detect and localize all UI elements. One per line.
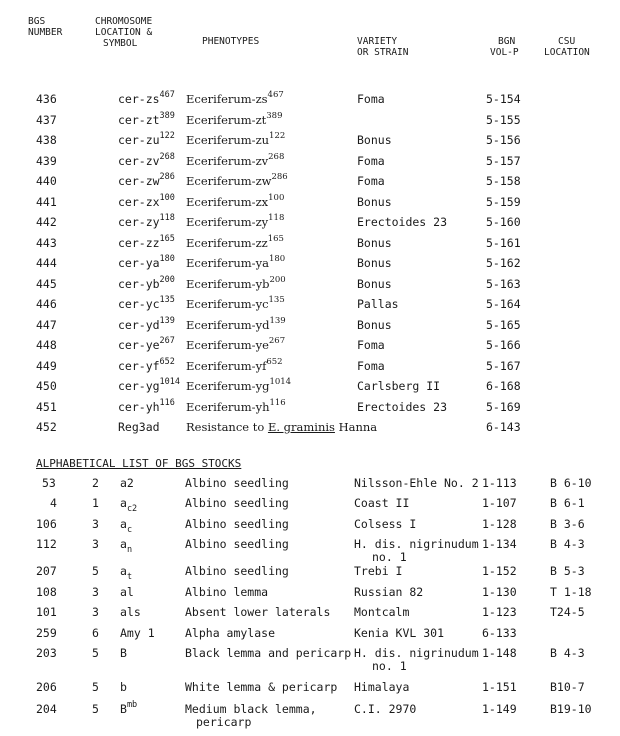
header-bgs-line1: BGS xyxy=(28,16,46,27)
phenotype: Eceriferum-$zv^{268}$ xyxy=(186,151,285,168)
phenotype-superscript: 268 xyxy=(268,151,285,162)
symbol: cer-$yh^{116}$ xyxy=(118,397,175,414)
symbol: cer-$ye^{267}$ xyxy=(118,336,175,352)
symbol: B xyxy=(120,646,127,660)
header-phenotypes xyxy=(202,36,259,47)
bgs-number: 4 xyxy=(50,496,57,510)
phenotype: Albino seedling xyxy=(185,564,289,578)
bgs-number: 204 xyxy=(36,702,57,716)
symbol: $a_{c2}$ xyxy=(120,496,138,514)
variety: Erectoides 23 xyxy=(357,215,448,229)
symbol: cer-$zw^{286}$ xyxy=(118,172,175,188)
phenotype: Eceriferum-$zz^{165}$ xyxy=(186,233,284,250)
variety: Russian 82 xyxy=(354,585,424,599)
chromosome: 5 xyxy=(92,646,99,660)
symbol-superscript: 100 xyxy=(159,192,175,203)
variety: Bonus xyxy=(357,194,392,209)
csu-location: B 6-10 xyxy=(550,476,592,490)
bgn-volume: 5-163 xyxy=(486,276,521,291)
symbol-superscript: 122 xyxy=(159,131,175,141)
symbol: cer-$zy^{118}$ xyxy=(118,213,175,229)
symbol-subscript: n xyxy=(126,545,133,555)
phenotype: Eceriferum-$yh^{116}$ xyxy=(186,397,286,414)
bgn-volume: 5-154 xyxy=(486,92,521,106)
header-csu-line1: CSU xyxy=(558,36,576,47)
symbol: cer-$yf^{652}$ xyxy=(118,356,175,373)
table-row xyxy=(0,476,620,496)
symbol-superscript: 165 xyxy=(159,233,175,244)
symbol: cer-$zz^{165}$ xyxy=(118,233,175,250)
phenotype: Eceriferum-$zx^{100}$ xyxy=(186,192,285,209)
phenotype-superscript: 180 xyxy=(268,254,286,264)
bgs-number: 444 xyxy=(36,256,57,270)
bgs-number: 101 xyxy=(36,605,57,619)
phenotype: Eceriferum-$yc^{135}$ xyxy=(186,295,285,311)
phenotype: Resistance to E. graminis Hanna xyxy=(186,420,378,434)
phenotype-superscript: 267 xyxy=(268,336,286,346)
symbol-superscript: 467 xyxy=(159,90,175,100)
symbol: cer-$yg^{1014}$ xyxy=(118,377,181,393)
symbol-superscript: 267 xyxy=(159,336,175,346)
bgs-number: 450 xyxy=(36,379,57,393)
bgn-volume: 6-168 xyxy=(486,379,521,393)
csu-location: B 3-6 xyxy=(550,517,585,531)
phenotype: Eceriferum-$yf^{652}$ xyxy=(186,356,283,373)
symbol: cer-$zv^{268}$ xyxy=(118,151,175,168)
section-title: ALPHABETICAL LIST OF BGS STOCKS xyxy=(36,457,242,470)
csu-location: B 4-3 xyxy=(550,537,585,551)
header-chromosome-line2: LOCATION & xyxy=(95,27,153,38)
phenotype: Eceriferum-$ya^{180}$ xyxy=(186,254,286,270)
table-row xyxy=(0,356,620,379)
bgs-number: 440 xyxy=(36,174,57,188)
bgn-volume: 1-148 xyxy=(482,646,517,660)
chromosome: 3 xyxy=(92,517,99,531)
table-row xyxy=(0,585,620,605)
bgs-number: 439 xyxy=(36,153,57,168)
symbol-superscript: mb xyxy=(126,700,138,710)
variety: Carlsberg II xyxy=(357,379,441,393)
header-chromosome-line3: SYMBOL xyxy=(103,38,138,49)
table-row xyxy=(0,192,620,215)
table-row xyxy=(0,379,620,399)
symbol-superscript: 652 xyxy=(159,356,175,367)
table-row xyxy=(0,92,620,112)
bgs-number: 441 xyxy=(36,194,57,209)
table-row xyxy=(0,297,620,317)
symbol-subscript: c xyxy=(126,525,133,535)
bgs-number: 438 xyxy=(36,133,57,147)
bgs-number: 451 xyxy=(36,399,57,414)
phenotype-line2: pericarp xyxy=(196,715,252,729)
symbol-superscript: 135 xyxy=(159,295,175,305)
variety: Foma xyxy=(357,338,385,352)
symbol: $B^{mb}$ xyxy=(120,700,138,716)
symbol-superscript: 1014 xyxy=(159,377,181,387)
table-row xyxy=(0,110,620,133)
bgs-number: 203 xyxy=(36,646,57,660)
variety: Colsess I xyxy=(354,517,417,531)
header-bgn-line2: VOL-P xyxy=(490,47,519,58)
variety: Bonus xyxy=(357,317,392,332)
symbol-superscript: 286 xyxy=(159,172,175,182)
phenotype: Absent lower laterals xyxy=(185,605,331,619)
header-bgn-line1: BGN xyxy=(498,36,516,47)
variety: Bonus xyxy=(357,256,392,270)
variety-line2: no. 1 xyxy=(372,550,407,564)
phenotype-superscript: 139 xyxy=(269,315,286,326)
phenotype: Albino seedling xyxy=(185,517,289,531)
bgn-volume: 5-157 xyxy=(486,153,521,168)
bgn-volume: 1-151 xyxy=(482,680,517,694)
chromosome: 1 xyxy=(92,496,99,510)
bgn-volume: 5-155 xyxy=(486,112,521,127)
bgs-number: 207 xyxy=(36,564,57,578)
bgn-volume: 1-130 xyxy=(482,585,517,599)
phenotype-superscript: 116 xyxy=(269,397,286,408)
symbol-superscript: 118 xyxy=(159,213,175,223)
table-row xyxy=(0,646,620,673)
header-variety xyxy=(357,36,408,58)
symbol: $a_t$ xyxy=(120,564,133,582)
bgn-volume: 5-166 xyxy=(486,338,521,352)
symbol-superscript: 389 xyxy=(159,110,175,121)
table-row xyxy=(0,174,620,194)
symbol: cer-$yc^{135}$ xyxy=(118,295,175,311)
symbol: cer-$ya^{180}$ xyxy=(118,254,175,270)
bgs-number: 106 xyxy=(36,517,57,531)
variety: Nilsson-Ehle No. 2 xyxy=(354,476,479,490)
variety: H. dis. nigrinudum xyxy=(354,537,479,551)
csu-location: B 5-3 xyxy=(550,564,585,578)
bgn-volume: 5-162 xyxy=(486,256,521,270)
header-chromosome-line1: CHROMOSOME xyxy=(95,16,153,27)
variety: Bonus xyxy=(357,276,392,291)
bgn-volume: 5-159 xyxy=(486,194,521,209)
phenotype-superscript: 652 xyxy=(266,356,283,367)
symbol: al xyxy=(120,585,134,599)
phenotype-superscript: 100 xyxy=(268,192,285,203)
bgn-volume: 1-149 xyxy=(482,702,517,716)
variety: Coast II xyxy=(354,496,410,510)
bgs-number: 259 xyxy=(36,626,57,640)
chromosome: 3 xyxy=(92,585,99,599)
phenotype: Albino seedling xyxy=(185,537,289,551)
variety: Erectoides 23 xyxy=(357,399,448,414)
symbol: cer-$yd^{139}$ xyxy=(118,315,175,332)
table-row xyxy=(0,233,620,256)
chromosome: 3 xyxy=(92,537,99,551)
phenotype-superscript: 389 xyxy=(266,110,283,121)
bgn-volume: 5-165 xyxy=(486,317,521,332)
variety: Foma xyxy=(357,153,385,168)
symbol-superscript: 180 xyxy=(159,254,175,264)
bgn-volume: 6-133 xyxy=(482,626,517,640)
phenotype-species: E. graminis xyxy=(267,420,335,434)
table-row xyxy=(0,215,620,235)
symbol-superscript: 116 xyxy=(159,397,175,408)
variety: Foma xyxy=(357,174,385,188)
symbol-superscript: 200 xyxy=(159,274,175,285)
phenotype: Eceriferum-$zt^{389}$ xyxy=(186,110,283,127)
table-row xyxy=(0,564,620,584)
bgs-number: 447 xyxy=(36,317,57,332)
csu-location: T 1-18 xyxy=(550,585,592,599)
symbol: b xyxy=(120,680,127,694)
variety: Trebi I xyxy=(354,564,403,578)
variety: Foma xyxy=(357,92,385,106)
bgs-number: 206 xyxy=(36,680,57,694)
variety: Himalaya xyxy=(354,680,410,694)
symbol: cer-$yb^{200}$ xyxy=(118,274,175,291)
symbol-superscript: 268 xyxy=(159,151,175,162)
phenotype-superscript: 467 xyxy=(267,90,284,100)
table-row xyxy=(0,315,620,338)
variety: Kenia KVL 301 xyxy=(354,626,445,640)
symbol: als xyxy=(120,605,141,619)
bgs-number: 437 xyxy=(36,112,57,127)
bgn-volume: 1-107 xyxy=(482,496,517,510)
bgn-volume: 5-160 xyxy=(486,215,521,229)
bgn-volume: 5-169 xyxy=(486,399,521,414)
phenotype: Albino seedling xyxy=(185,496,289,510)
bgs-number: 452 xyxy=(36,420,57,434)
variety: Bonus xyxy=(357,133,392,147)
phenotype: Albino seedling xyxy=(185,476,289,490)
phenotype: Eceriferum-$ye^{267}$ xyxy=(186,336,286,352)
variety: Bonus xyxy=(357,235,392,250)
phenotype-superscript: 1014 xyxy=(269,377,292,387)
bgs-number: 449 xyxy=(36,358,57,373)
phenotype-superscript: 200 xyxy=(269,274,286,285)
symbol: Amy 1 xyxy=(120,626,155,640)
table-row xyxy=(0,700,620,729)
table-row xyxy=(0,517,620,537)
symbol-superscript: 139 xyxy=(159,315,175,326)
csu-location: B10-7 xyxy=(550,680,585,694)
header-bgn xyxy=(490,36,519,58)
phenotype: White lemma & pericarp xyxy=(185,680,338,694)
variety: Pallas xyxy=(357,297,399,311)
phenotype: Black lemma and pericarp xyxy=(185,646,352,660)
csu-location: B 6-1 xyxy=(550,496,585,510)
phenotype: Eceriferum-$yg^{1014}$ xyxy=(186,377,292,393)
table-row xyxy=(0,338,620,358)
bgn-volume: 1-128 xyxy=(482,517,517,531)
phenotype: Medium black lemma, xyxy=(185,702,317,716)
bgs-number: 112 xyxy=(36,537,57,551)
symbol: cer-$zu^{122}$ xyxy=(118,131,175,147)
symbol: a2 xyxy=(120,476,134,490)
chromosome: 2 xyxy=(92,476,99,490)
bgs-number: 442 xyxy=(36,215,57,229)
table-row xyxy=(0,420,620,440)
header-bgs-line2: NUMBER xyxy=(28,27,63,38)
csu-location: T24-5 xyxy=(550,605,585,619)
bgs-number: 53 xyxy=(42,476,56,490)
header-variety-line1: VARIETY xyxy=(357,36,398,47)
bgn-volume: 1-152 xyxy=(482,564,517,578)
symbol: Reg3ad xyxy=(118,420,160,434)
table-row xyxy=(0,496,620,516)
bgn-volume: 1-113 xyxy=(482,476,517,490)
symbol: $a_c$ xyxy=(120,517,133,535)
csu-location: B19-10 xyxy=(550,702,592,716)
bgn-volume: 5-164 xyxy=(486,297,521,311)
table-row xyxy=(0,605,620,625)
phenotype: Eceriferum-$zs^{467}$ xyxy=(186,90,284,106)
phenotype-superscript: 122 xyxy=(269,131,286,141)
header-phenotypes-text: PHENOTYPES xyxy=(202,36,260,47)
table-row xyxy=(0,274,620,297)
symbol: $a_n$ xyxy=(120,537,133,555)
bgn-volume: 5-158 xyxy=(486,174,521,188)
table-row xyxy=(0,133,620,153)
chromosome: 6 xyxy=(92,626,99,640)
bgs-number: 448 xyxy=(36,338,57,352)
variety-line2: no. 1 xyxy=(372,659,407,673)
csu-location: B 4-3 xyxy=(550,646,585,660)
bgs-number: 436 xyxy=(36,92,57,106)
table-row xyxy=(0,397,620,420)
header-bgs-number xyxy=(28,16,62,38)
phenotype: Eceriferum-$zy^{118}$ xyxy=(186,213,285,229)
bgn-volume: 5-167 xyxy=(486,358,521,373)
phenotype-superscript: 165 xyxy=(267,233,284,244)
bgs-number: 108 xyxy=(36,585,57,599)
header-chromosome xyxy=(95,16,152,49)
table-row xyxy=(0,256,620,276)
bgn-volume: 5-161 xyxy=(486,235,521,250)
phenotype: Albino lemma xyxy=(185,585,269,599)
phenotype: Eceriferum-$yd^{139}$ xyxy=(186,315,286,332)
variety: Montcalm xyxy=(354,605,410,619)
chromosome: 3 xyxy=(92,605,99,619)
chromosome: 5 xyxy=(92,680,99,694)
symbol: cer-$zt^{389}$ xyxy=(118,110,175,127)
bgn-volume: 6-143 xyxy=(486,420,521,434)
bgn-volume: 1-123 xyxy=(482,605,517,619)
variety: H. dis. nigrinudum xyxy=(354,646,479,660)
variety: C.I. 2970 xyxy=(354,702,417,716)
bgs-number: 446 xyxy=(36,297,57,311)
bgs-number: 445 xyxy=(36,276,57,291)
phenotype: Eceriferum-$zu^{122}$ xyxy=(186,131,286,147)
phenotype-superscript: 118 xyxy=(268,213,285,223)
phenotype: Eceriferum-$zw^{286}$ xyxy=(186,172,288,188)
symbol-subscript: c2 xyxy=(126,504,138,514)
header-csu xyxy=(544,36,590,58)
chromosome: 5 xyxy=(92,702,99,716)
chromosome: 5 xyxy=(92,564,99,578)
phenotype-superscript: 135 xyxy=(268,295,285,305)
table-row xyxy=(0,680,620,700)
header-csu-line2: LOCATION xyxy=(544,47,590,58)
bgn-volume: 5-156 xyxy=(486,133,521,147)
symbol: cer-$zx^{100}$ xyxy=(118,192,175,209)
table-row xyxy=(0,537,620,564)
phenotype: Alpha amylase xyxy=(185,626,276,640)
bgn-volume: 1-134 xyxy=(482,537,517,551)
variety: Foma xyxy=(357,358,385,373)
header-variety-line2: OR STRAIN xyxy=(357,47,409,58)
symbol-subscript: t xyxy=(126,572,133,582)
bgs-number: 443 xyxy=(36,235,57,250)
phenotype: Eceriferum-$yb^{200}$ xyxy=(186,274,286,291)
phenotype-superscript: 286 xyxy=(271,172,288,182)
symbol: cer-$zs^{467}$ xyxy=(118,90,175,106)
table-row xyxy=(0,626,620,646)
table-row xyxy=(0,151,620,174)
